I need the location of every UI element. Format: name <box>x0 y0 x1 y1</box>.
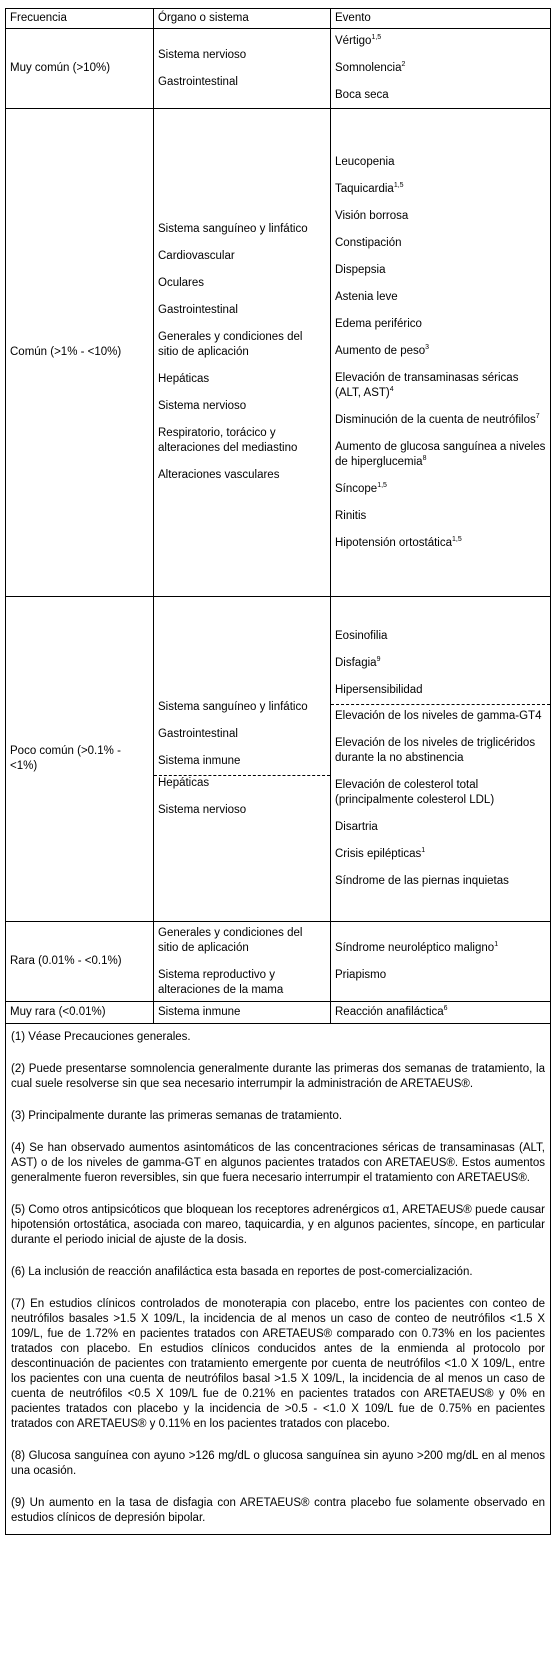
event-item <box>335 656 546 671</box>
organ-group <box>154 775 330 818</box>
event-cell <box>331 597 551 922</box>
header-frequency: Frecuencia <box>6 9 154 29</box>
organ-item: Sistema nervioso <box>158 400 247 412</box>
header-organ-system: Órgano o sistema <box>154 9 331 29</box>
organ-item: Respiratorio, torácico y alteraciones del mediastino <box>158 427 298 454</box>
organ-item: Gastrointestinal <box>158 304 238 316</box>
event-item <box>335 778 546 808</box>
event-item <box>335 509 546 524</box>
event-item <box>335 536 546 551</box>
organ-item: Generales y condiciones del sitio de aplicación <box>158 331 303 358</box>
footnote: (9) Un aumento en la tasa de disfagia con ARETAEUS® contra placebo fue solamente observado en estudios clínicos de depresión bipolar. <box>11 1497 545 1524</box>
event-item <box>335 344 546 359</box>
event-item <box>335 820 546 835</box>
footnote: (6) La inclusión de reacción anafiláctica esta basada en reportes de post-comercialización. <box>11 1266 473 1278</box>
event-name: Taquicardia <box>335 182 394 195</box>
notes-row <box>6 1024 551 1535</box>
footnote: (3) Principalmente durante las primeras semanas de tratamiento. <box>11 1110 343 1122</box>
event-name: Priapismo <box>335 968 387 981</box>
header-row <box>6 9 551 29</box>
event-name: Eosinofilia <box>335 630 388 642</box>
organ-cell <box>154 1002 331 1024</box>
event-group <box>335 629 546 698</box>
event-name: Hipersensibilidad <box>335 684 423 696</box>
event-name: Síndrome de las piernas inquietas <box>335 875 509 887</box>
footnotes <box>6 1024 551 1535</box>
event-name: Disartria <box>335 821 378 833</box>
event-item <box>335 290 546 305</box>
adverse-events-table <box>5 8 551 1535</box>
event-name: Disminución de la cuenta de neutrófilos <box>335 413 536 426</box>
organ-group <box>158 926 326 998</box>
event-item <box>335 371 546 401</box>
event-item <box>335 847 546 862</box>
event-name: Rinitis <box>335 509 367 522</box>
event-cell <box>331 1002 551 1024</box>
footnote-ref: 1 <box>494 940 499 948</box>
event-item <box>335 1005 546 1020</box>
event-name: Dispepsia <box>335 263 386 276</box>
footnote-ref: 9 <box>376 656 381 664</box>
event-item <box>335 155 546 170</box>
organ-item: Sistema nervioso <box>158 48 247 61</box>
footnote-ref: 2 <box>401 61 406 69</box>
event-item <box>335 629 546 644</box>
event-name: Síndrome neuroléptico maligno <box>335 941 495 954</box>
event-item <box>335 34 546 49</box>
event-item <box>335 413 546 428</box>
organ-item: Sistema sanguíneo y linfático <box>158 701 308 713</box>
frequency-cell: Rara (0.01% - <0.1%) <box>6 922 154 1002</box>
frequency-cell: Muy común (>10%) <box>6 29 154 109</box>
event-group <box>335 34 546 103</box>
event-name: Boca seca <box>335 89 389 101</box>
event-name: Elevación de los niveles de triglicéridos durante la no abstinencia <box>335 737 536 764</box>
event-item <box>335 683 546 698</box>
event-item <box>335 236 546 251</box>
organ-cell <box>154 29 331 109</box>
organ-item: Hepáticas <box>158 373 210 385</box>
organ-cell <box>154 597 331 922</box>
event-name: Crisis epilépticas <box>335 848 422 860</box>
frequency-row <box>6 922 551 1002</box>
event-group <box>331 704 550 889</box>
organ-item: Generales y condiciones del sitio de aplicación <box>158 926 303 954</box>
footnote: (4) Se han observado aumentos asintomáticos de las concentraciones séricas de transaminasas (ALT, AST) o de los niveles de gamma-GT en algunos pacientes tratados con ARETAEUS®. Estos aumentos generalmente fueron reversibles, sin que fuera necesario interrumpir el tratamiento con ARETAEUS®. <box>11 1142 545 1184</box>
frequency-cell: Muy rara (<0.01%) <box>6 1002 154 1024</box>
organ-item: Sistema reproductivo y alteraciones de la mama <box>158 968 284 996</box>
event-item <box>335 209 546 224</box>
footnote-ref: 8 <box>422 454 427 462</box>
event-item <box>335 709 546 724</box>
event-name: Elevación de los niveles de gamma-GT4 <box>335 710 542 722</box>
event-item <box>335 736 546 766</box>
event-name: Leucopenia <box>335 155 395 168</box>
frequency-row <box>6 597 551 922</box>
footnote: (7) En estudios clínicos controlados de monoterapia con placebo, entre los pacientes con conteo de neutrófilos basales >1.5 X 109/L, la incidencia de al menos un caso de conteo de neutrófilos <1.5 X 109/L, fue de 1.72% en pacientes tratados con ARETAEUS® comparado con 0.73% en los pacientes tratados con placebo. En estudios clínicos conducidos antes de la enmienda al protocolo por descontinuación de pacientes con tratamiento emergente por cuenta de neutrófilos <1.0 X 109/L, entre los pacientes con una cuenta de neutrófilos basal >1.5 X 109/L, la incidencia de al menos un caso de cuenta de neutrófilos <0.5 X 109/L fue de 0.21% en pacientes tratados con ARETAEUS® y 0% en pacientes tratados con placebo y la incidencia de >0.5 - <1.0 X 109/L fue de 0.75% en pacientes tratados con ARETAEUS® y 0.11% en los pacientes tratados con placebo. <box>11 1298 545 1430</box>
event-name: Astenia leve <box>335 290 398 303</box>
event-name: Elevación de colesterol total (principalmente colesterol LDL) <box>335 779 495 806</box>
event-item <box>335 440 546 470</box>
organ-item: Hepáticas <box>158 777 210 789</box>
event-item <box>335 968 546 983</box>
event-name: Hipotensión ortostática <box>335 536 452 549</box>
footnote-ref: 1 <box>421 847 426 855</box>
frequency-row <box>6 1002 551 1024</box>
organ-cell <box>154 922 331 1002</box>
event-cell <box>331 109 551 597</box>
event-item <box>335 874 546 889</box>
event-name: Edema periférico <box>335 317 422 330</box>
footnote: (2) Puede presentarse somnolencia generalmente durante las primeras dos semanas de tratamiento, la cual suele resolverse sin que sea necesario interrumpir la administración de ARETAEUS®. <box>11 1063 545 1090</box>
organ-group <box>158 700 326 769</box>
footnote: (5) Como otros antipsicóticos que bloquean los receptores adrenérgicos α1, ARETAEUS® puede causar hipotensión ortostática, asociada con mareo, taquicardia, y en algunos pacientes, síncope, en particular durante el periodo inicial de ajuste de la dosis. <box>11 1204 545 1246</box>
event-item <box>335 61 546 76</box>
event-name: Constipación <box>335 236 402 249</box>
footnote-ref: 1,5 <box>393 181 404 189</box>
organ-item: Sistema sanguíneo y linfático <box>158 223 308 235</box>
organ-item: Sistema inmune <box>158 755 241 767</box>
organ-item: Gastrointestinal <box>158 75 238 88</box>
footnote: (8) Glucosa sanguínea con ayuno >126 mg/dL o glucosa sanguínea sin ayuno >200 mg/dL en al menos una ocasión. <box>11 1450 545 1477</box>
event-cell <box>331 29 551 109</box>
organ-item: Gastrointestinal <box>158 728 238 740</box>
organ-group <box>158 48 326 90</box>
event-name: Vértigo <box>335 35 372 47</box>
footnote-ref: 3 <box>425 343 430 351</box>
event-group <box>335 1005 546 1020</box>
event-item <box>335 88 546 103</box>
organ-item: Sistema nervioso <box>158 804 247 816</box>
event-name: Síncope <box>335 482 378 495</box>
event-name: Reacción anafiláctica <box>335 1006 444 1018</box>
event-item <box>335 182 546 197</box>
footnote: (1) Véase Precauciones generales. <box>11 1031 191 1043</box>
event-group <box>335 941 546 983</box>
event-cell <box>331 922 551 1002</box>
organ-group <box>158 222 326 483</box>
event-item <box>335 317 546 332</box>
organ-item: Cardiovascular <box>158 250 235 262</box>
footnote-ref: 6 <box>443 1005 448 1013</box>
frequency-row <box>6 29 551 109</box>
organ-cell <box>154 109 331 597</box>
footnote-ref: 1,5 <box>451 535 462 543</box>
organ-item: Oculares <box>158 277 205 289</box>
event-name: Somnolencia <box>335 62 402 74</box>
frequency-cell: Común (>1% - <10%) <box>6 109 154 597</box>
event-name: Visión borrosa <box>335 209 409 222</box>
organ-item: Alteraciones vasculares <box>158 469 280 481</box>
event-item <box>335 263 546 278</box>
event-name: Aumento de glucosa sanguínea a niveles de hiperglucemia <box>335 440 546 468</box>
event-name: Disfagia <box>335 657 377 669</box>
footnote-ref: 1,5 <box>377 481 387 489</box>
event-name: Elevación de transaminasas séricas (ALT, AST) <box>335 371 519 399</box>
footnote-ref: 7 <box>535 412 540 420</box>
footnote-ref: 1,5 <box>371 34 382 42</box>
event-name: Aumento de peso <box>335 344 426 357</box>
organ-group <box>158 1005 326 1020</box>
footnote-ref: 4 <box>389 385 394 393</box>
event-item <box>335 482 546 497</box>
event-group <box>335 155 546 551</box>
organ-item: Sistema inmune <box>158 1006 241 1018</box>
frequency-cell: Poco común (>0.1% - <1%) <box>6 597 154 922</box>
header-event: Evento <box>331 9 551 29</box>
frequency-row <box>6 109 551 597</box>
event-item <box>335 941 546 956</box>
